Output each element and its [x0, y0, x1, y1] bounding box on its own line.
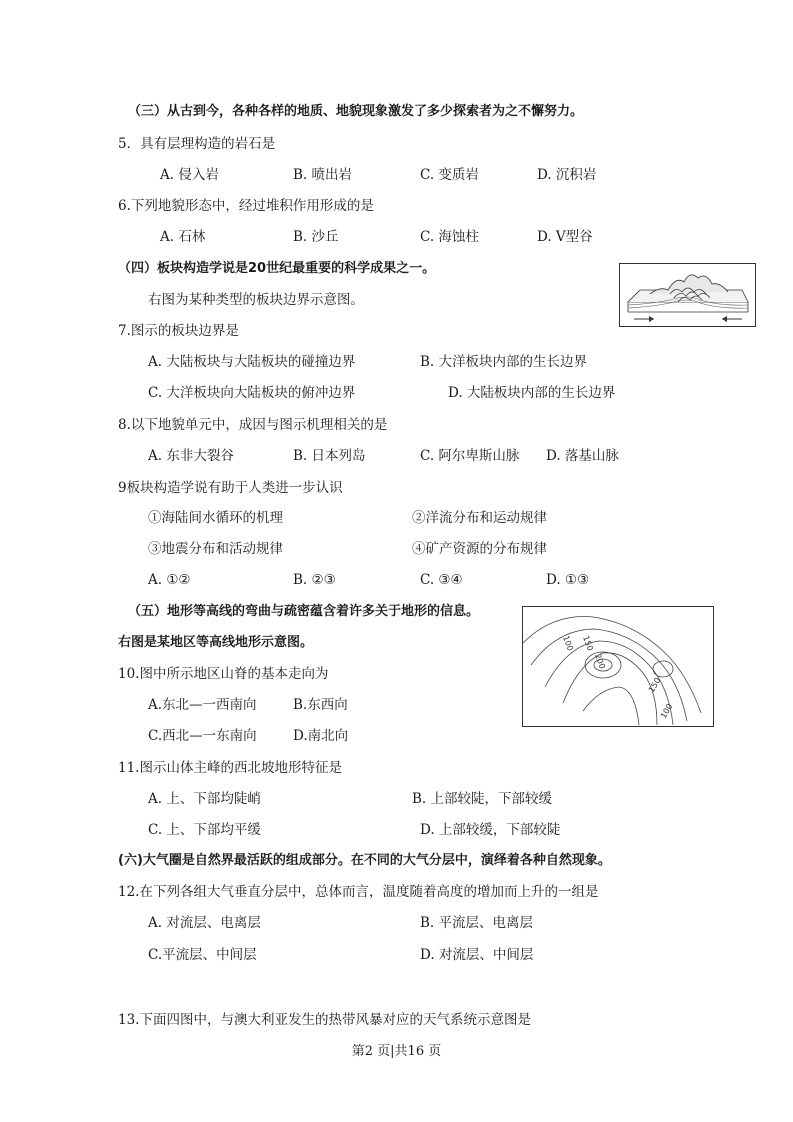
q9-option-b: B. ②③ — [293, 572, 336, 588]
q9-option-a: A. ①② — [148, 572, 191, 588]
q10-stem: 10.图中所示地区山脊的基本走向为 — [118, 666, 329, 682]
q6-option-d: D. V型谷 — [537, 229, 593, 245]
q9-stem: 9板块构造学说有助于人类进一步认识 — [118, 480, 343, 496]
q11-option-d: D. 上部较缓，下部较陡 — [420, 822, 561, 838]
q8-option-d: D. 落基山脉 — [546, 448, 619, 464]
q10-option-b: B.东西向 — [293, 697, 348, 713]
q7-option-a: A. 大陆板块与大陆板块的碰撞边界 — [148, 354, 356, 370]
q5-option-a: A. 侵入岩 — [160, 167, 219, 183]
section-4-heading: （四）板块构造学说是20世纪最重要的科学成果之一。 — [118, 261, 436, 276]
q9-item-2: ②洋流分布和运动规律 — [412, 510, 547, 526]
q12-option-b: B. 平流层、电离层 — [420, 915, 534, 931]
section-4-intro: 右图为某种类型的板块边界示意图。 — [148, 292, 364, 308]
contour-label-150-bottom: 150 — [646, 676, 663, 694]
q7-option-c: C. 大洋板块向大陆板块的俯冲边界 — [148, 385, 356, 401]
section-5-heading: （五）地形等高线的弯曲与疏密蕴含着许多关于地形的信息。 — [128, 604, 480, 619]
q7-option-d: D. 大陆板块内部的生长边界 — [448, 385, 616, 401]
contour-label-100-top: 100 — [561, 634, 575, 653]
q9-item-3: ③地震分布和活动规律 — [148, 541, 283, 557]
q10-option-c: C.西北—一东南向 — [148, 728, 257, 744]
contour-label-100-bottom: 100 — [658, 702, 675, 720]
q5-option-c: C. 变质岩 — [420, 167, 479, 183]
q10-option-d: D.南北向 — [293, 728, 349, 744]
q12-stem: 12.在下列各组大气垂直分层中，总体而言，温度随着高度的增加而上升的一组是 — [118, 884, 599, 900]
q6-option-c: C. 海蚀柱 — [420, 229, 479, 245]
q8-stem: 8.以下地貌单元中，成因与图示机理相关的是 — [118, 417, 388, 433]
q12-option-c: C.平流层、中间层 — [148, 947, 257, 963]
contour-map-figure — [522, 606, 714, 727]
q11-option-c: C. 上、下部均平缓 — [148, 822, 261, 838]
contour-label-150-top: 150 — [581, 634, 595, 653]
q12-option-d: D. 对流层、中间层 — [420, 947, 534, 963]
q10-option-a: A.东北—一西南向 — [148, 697, 257, 713]
q8-option-b: B. 日本列岛 — [293, 448, 366, 464]
section-5-intro: 右图是某地区等高线地形示意图。 — [118, 635, 314, 650]
q5-option-d: D. 沉积岩 — [537, 167, 597, 183]
q13-stem: 13.下面四图中，与澳大利亚发生的热带风暴对应的天气系统示意图是 — [118, 1012, 531, 1028]
q9-option-d: D. ①③ — [546, 572, 590, 588]
q6-stem: 6.下列地貌形态中，经过堆积作用形成的是 — [118, 198, 374, 214]
q5-option-b: B. 喷出岩 — [293, 167, 353, 183]
q11-stem: 11.图示山体主峰的西北坡地形特征是 — [118, 760, 342, 776]
q9-option-c: C. ③④ — [420, 572, 463, 588]
q9-item-1: ①海陆间水循环的机理 — [148, 510, 283, 526]
q5-stem: 5．具有层理构造的岩石是 — [118, 136, 276, 152]
q7-option-b: B. 大洋板块内部的生长边界 — [420, 354, 588, 370]
contour-label-200: 200 — [593, 652, 607, 671]
plate-boundary-figure — [619, 263, 756, 327]
q6-option-a: A. 石林 — [160, 229, 206, 245]
q6-option-b: B. 沙丘 — [293, 229, 339, 245]
q12-option-a: A. 对流层、电离层 — [148, 915, 261, 931]
q9-item-4: ④矿产资源的分布规律 — [412, 541, 547, 557]
section-3-heading: （三）从古到今，各种各样的地质、地貌现象激发了多少探索者为之不懈努力。 — [128, 104, 584, 119]
page-footer: 第2 页|共16 页 — [351, 1044, 442, 1059]
q11-option-a: A. 上、下部均陡峭 — [148, 791, 261, 807]
section-6-heading: (六)大气圈是自然界最活跃的组成部分。在不同的大气分层中，演绎着各种自然现象。 — [118, 853, 611, 868]
q8-option-c: C. 阿尔卑斯山脉 — [420, 448, 520, 464]
q8-option-a: A. 东非大裂谷 — [148, 448, 234, 464]
q11-option-b: B. 上部较陡，下部较缓 — [412, 791, 553, 807]
q7-stem: 7.图示的板块边界是 — [118, 323, 239, 339]
